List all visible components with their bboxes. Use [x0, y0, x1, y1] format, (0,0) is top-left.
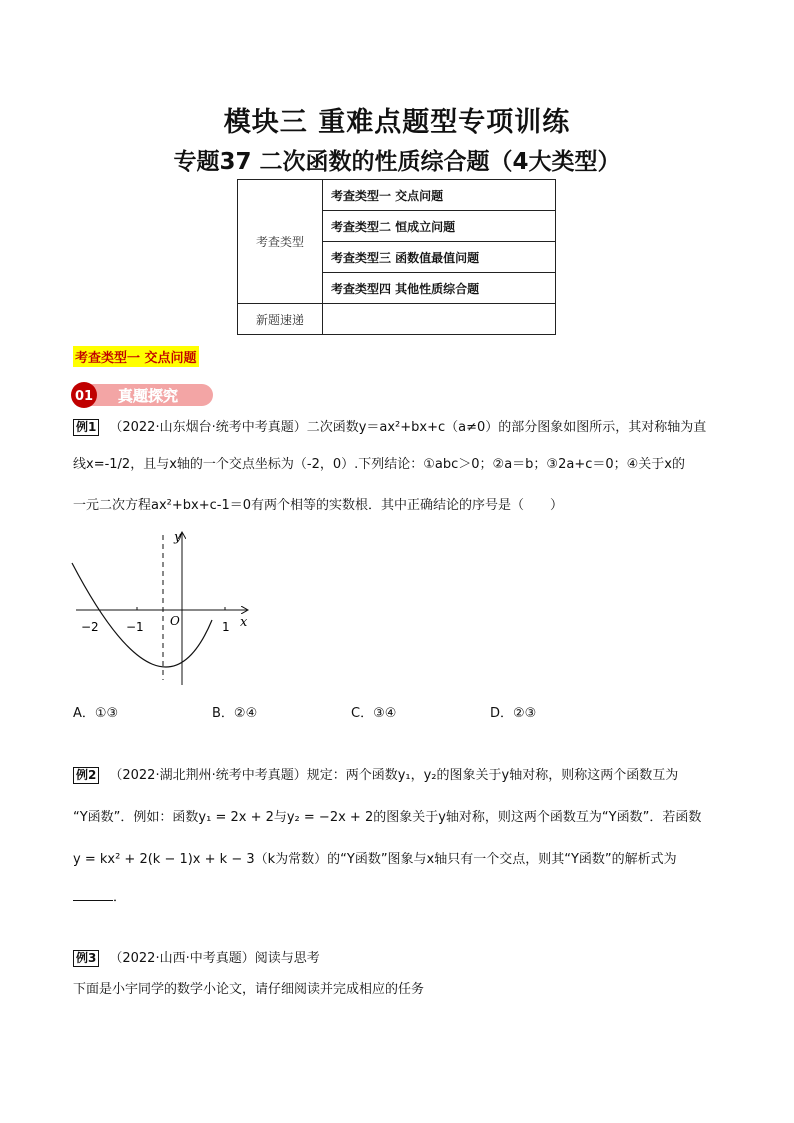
option-c: C．③④ [351, 706, 397, 721]
x-axis-label: x [240, 615, 248, 630]
banner-text: 真题探究 [117, 387, 179, 405]
page-subtitle: 专题37 二次函数的性质综合题（4大类型） [173, 149, 621, 175]
toc-item-2: 考查类型二 恒成立问题 [323, 211, 556, 242]
example-1-options [73, 702, 673, 721]
option-a: A．①③ [73, 706, 119, 721]
option-d: D．②③ [490, 706, 537, 721]
parabola-graph [62, 525, 262, 695]
y-axis-label: y [174, 530, 182, 545]
tick-label-1: 1 [222, 620, 230, 634]
answer-blank[interactable] [73, 888, 113, 901]
example-1-line-2: 线x=-1/2，且与x轴的一个交点坐标为（-2，0）.下列结论：①abc＞0；②a＝b；③2a+c＝0；④关于x的 [73, 457, 685, 472]
section-banner [70, 380, 214, 410]
toc-group-label: 考查类型 [238, 180, 323, 304]
example-3-line-2: 下面是小宇同学的数学小论文，请仔细阅读并完成相应的任务 [73, 982, 425, 997]
tick-label-minus-2: −2 [81, 620, 99, 634]
page-title: 模块三 重难点题型专项训练 [223, 107, 571, 138]
banner-number: 01 [74, 389, 94, 404]
example-2-tag: 例2 [73, 767, 99, 784]
toc-new-value [323, 304, 556, 335]
tick-label-minus-1: −1 [126, 620, 144, 634]
example-2-line-4: ． [73, 888, 741, 908]
origin-label: O [170, 614, 180, 628]
parabola-curve [72, 563, 212, 667]
example-2-line-2: “Y函数”．例如：函数y₁ = 2x + 2与y₂ = −2x + 2的图象关于y轴对称，则这两个函数互为“Y函数”．若函数 [73, 810, 702, 825]
example-3-line-1: 例3 （2022·山西·中考真题）阅读与思考 [73, 949, 741, 969]
toc-new-label: 新题速递 [238, 304, 323, 335]
section-heading: 考查类型一 交点问题 [73, 346, 199, 367]
example-2-line-1: 例2 （2022·湖北荆州·统考中考真题）规定：两个函数y₁，y₂的图象关于y轴对称，则称这两个函数互为 [73, 766, 741, 786]
toc-table [237, 179, 556, 335]
toc-item-3: 考查类型三 函数值最值问题 [323, 242, 556, 273]
option-b: B．②④ [212, 706, 258, 721]
example-1-tag: 例1 [73, 419, 99, 436]
example-3-tag: 例3 [73, 950, 99, 967]
example-1-line-1: 例1 （2022·山东烟台·统考中考真题）二次函数y＝ax²+bx+c（a≠0）的部分图象如图所示，其对称轴为直 [73, 418, 741, 438]
toc-item-1: 考查类型一 交点问题 [323, 180, 556, 211]
toc-item-4: 考查类型四 其他性质综合题 [323, 273, 556, 304]
example-2-line-3: y = kx² + 2(k − 1)x + k − 3（k为常数）的“Y函数”图象与x轴只有一个交点，则其“Y函数”的解析式为 [73, 852, 677, 867]
example-1-line-3: 一元二次方程ax²+bx+c-1＝0有两个相等的实数根．其中正确结论的序号是（ ） [73, 498, 563, 513]
